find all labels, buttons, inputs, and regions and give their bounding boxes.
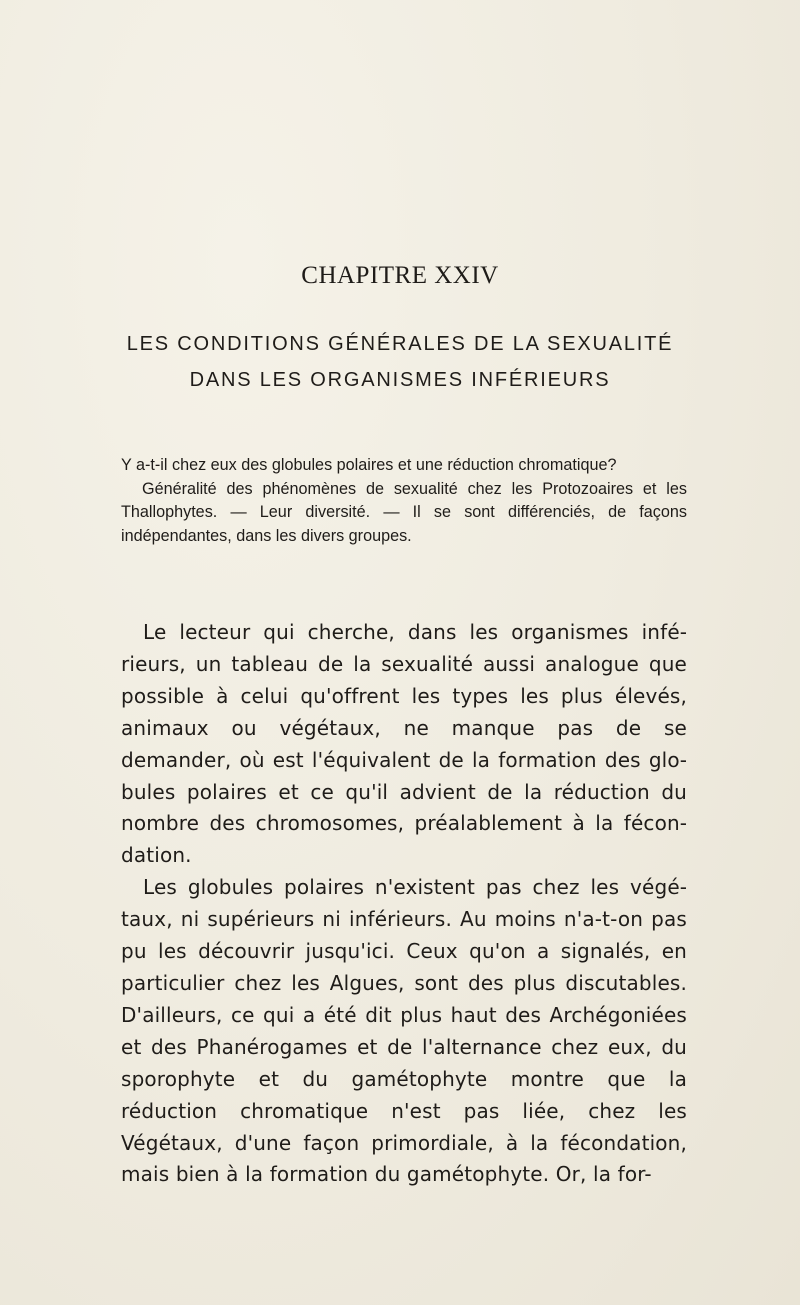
body-text — [121, 617, 687, 1191]
chapter-title-line-2: DANS LES ORGANISMES INFÉRIEURS — [189, 369, 611, 391]
chapter-summary — [121, 454, 687, 548]
body-paragraph: Les globules polaires n'existent pas chez les végétaux, ni supérieurs ni inférieurs. Au moins n'a-t-on pas pu les découvrir jusqu'ici. Ceux qu'on a signalés, en particulier chez les Algues, sont des plus discutables. D'ailleurs, ce qui a été dit plus haut des Archégoniées et des Phanérogames et de l'alternance chez eux, du sporophyte et du gamétophyte montre que la réduction chromatique n'est pas liée, chez les Végétaux, d'une façon primordiale, à la fécondation, mais bien à la formation du gamétophyte. Or, la for- — [121, 875, 687, 1187]
summary-paragraph: Généralité des phénomènes de sexualité chez les Protozoaires et les Thallophytes. — Leur diversité. — Il se sont différenciés, de façons indépendantes, dans les divers groupes. — [121, 479, 687, 545]
summary-paragraph: Y a-t-il chez eux des globules polaires et une réduction chromatique? — [121, 456, 617, 474]
chapter-heading: CHAPITRE XXIV — [301, 262, 499, 289]
chapter-title-line-1: LES CONDITIONS GÉNÉRALES DE LA SEXUALITÉ — [126, 333, 674, 355]
chapter-title — [0, 326, 800, 398]
body-paragraph: Le lecteur qui cherche, dans les organismes inférieurs, un tableau de la sexualité aussi analogue que possible à celui qu'offrent les types les plus élevés, animaux ou végétaux, ne manque pas de se demander, où est l'équivalent de la formation des globules polaires et ce qu'il advient de la réduction du nombre des chromosomes, préalablement à la fécondation. — [121, 620, 687, 868]
